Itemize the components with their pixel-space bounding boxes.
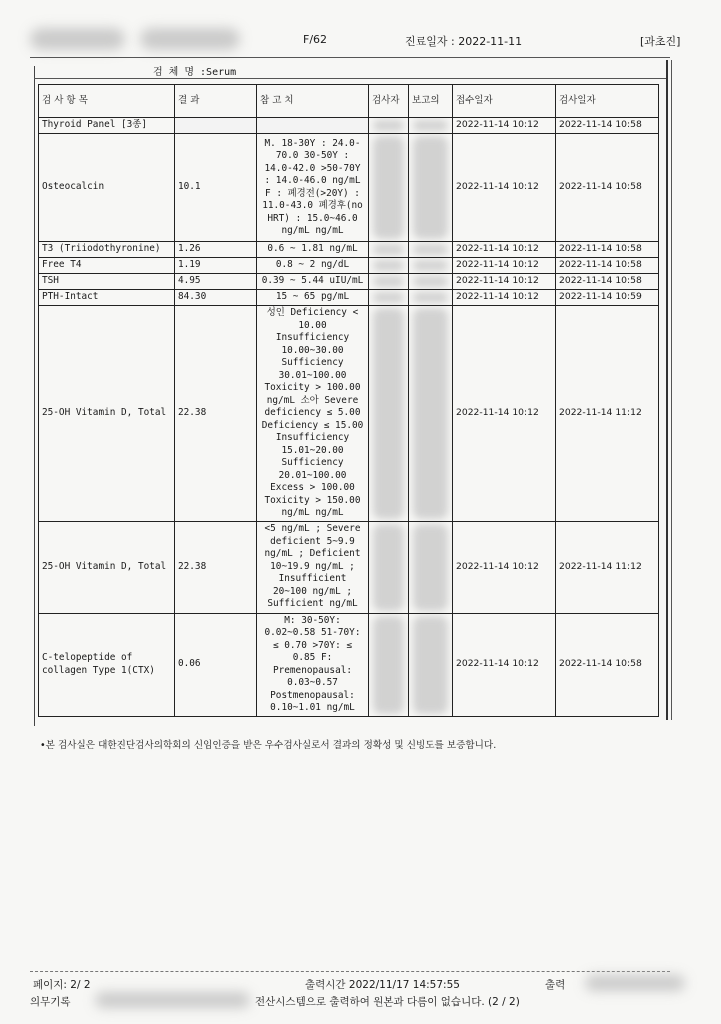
col-header-reference: 참 고 치 xyxy=(257,85,369,118)
tester-cell xyxy=(369,290,409,306)
footer-records-statement: 전산시스템으로 출력하여 원본과 다름이 없습니다. (2 / 2) xyxy=(255,996,520,1008)
frame-left-border xyxy=(34,66,35,726)
reporter-cell xyxy=(409,242,453,258)
footer-divider xyxy=(30,971,670,972)
received-date: 2022-11-14 10:12 xyxy=(453,290,556,306)
reporter-cell xyxy=(409,118,453,134)
test-item: Osteocalcin xyxy=(39,134,175,242)
reference-range: 0.39 ~ 5.44 uIU/mL xyxy=(257,274,369,290)
received-date: 2022-11-14 10:12 xyxy=(453,242,556,258)
reference-range: 0.8 ~ 2 ng/dL xyxy=(257,258,369,274)
tested-date: 2022-11-14 11:12 xyxy=(556,306,659,522)
tested-date: 2022-11-14 10:58 xyxy=(556,242,659,258)
tested-date: 2022-11-14 10:58 xyxy=(556,274,659,290)
test-item: PTH-Intact xyxy=(39,290,175,306)
reference-range: 15 ~ 65 pg/mL xyxy=(257,290,369,306)
reference-range: 0.6 ~ 1.81 ng/mL xyxy=(257,242,369,258)
test-item: C-telopeptide of collagen Type 1(CTX) xyxy=(39,613,175,716)
col-header-reporter: 보고의 xyxy=(409,85,453,118)
reporter-cell xyxy=(409,521,453,613)
lab-results-table xyxy=(38,84,659,717)
tested-date: 2022-11-14 10:58 xyxy=(556,258,659,274)
table-row xyxy=(39,258,659,274)
test-item: T3 (Triiodothyronine) xyxy=(39,242,175,258)
tested-date: 2022-11-14 10:58 xyxy=(556,613,659,716)
tester-cell xyxy=(369,613,409,716)
tester-cell xyxy=(369,521,409,613)
tested-date: 2022-11-14 10:59 xyxy=(556,290,659,306)
result-value: 4.95 xyxy=(175,274,257,290)
table-row xyxy=(39,613,659,716)
table-row xyxy=(39,118,659,134)
tested-date: 2022-11-14 10:58 xyxy=(556,134,659,242)
result-value: 22.38 xyxy=(175,521,257,613)
test-item: Free T4 xyxy=(39,258,175,274)
result-value xyxy=(175,118,257,134)
frame-right-border xyxy=(666,60,668,720)
result-value: 0.06 xyxy=(175,613,257,716)
table-row xyxy=(39,521,659,613)
tester-cell xyxy=(369,242,409,258)
col-header-tested: 검사일자 xyxy=(556,85,659,118)
reference-range: <5 ng/mL ; Severe deficient 5~9.9 ng/mL ; Deficient 10~19.9 ng/mL ; Insufficient 20~100 ng/mL ; Sufficient ng/mL xyxy=(257,521,369,613)
reporter-cell xyxy=(409,290,453,306)
tested-date: 2022-11-14 10:58 xyxy=(556,118,659,134)
received-date: 2022-11-14 10:12 xyxy=(453,118,556,134)
tester-cell xyxy=(369,118,409,134)
certification-note: •본 검사실은 대한진단검사의학회의 신임인증을 받은 우수검사실로서 결과의 정확성 및 신빙도를 보증합니다. xyxy=(40,740,497,751)
specimen-label: 검 체 명 :Serum xyxy=(153,67,237,78)
test-item: Thyroid Panel [3종] xyxy=(39,118,175,134)
table-row xyxy=(39,306,659,522)
table-row xyxy=(39,290,659,306)
received-date: 2022-11-14 10:12 xyxy=(453,274,556,290)
redacted-institution xyxy=(95,992,250,1008)
tester-cell xyxy=(369,134,409,242)
table-row xyxy=(39,274,659,290)
received-date: 2022-11-14 10:12 xyxy=(453,258,556,274)
received-date: 2022-11-14 10:12 xyxy=(453,306,556,522)
received-date: 2022-11-14 10:12 xyxy=(453,613,556,716)
header-divider xyxy=(30,57,670,58)
frame-right-border-inner xyxy=(671,60,672,720)
redacted-patient-name xyxy=(30,28,125,50)
received-date: 2022-11-14 10:12 xyxy=(453,521,556,613)
result-value: 84.30 xyxy=(175,290,257,306)
col-header-tester: 검사자 xyxy=(369,85,409,118)
reporter-cell xyxy=(409,613,453,716)
reporter-cell xyxy=(409,134,453,242)
redacted-patient-id xyxy=(140,28,240,50)
tester-cell xyxy=(369,306,409,522)
footer-page-number: 페이지: 2/ 2 xyxy=(33,979,91,991)
table-row xyxy=(39,242,659,258)
table-row xyxy=(39,134,659,242)
tester-cell xyxy=(369,274,409,290)
reporter-cell xyxy=(409,258,453,274)
visit-date: 진료일자 : 2022-11-11 xyxy=(405,35,523,48)
department-label: [과초진] xyxy=(640,35,681,48)
footer-records-prefix: 의무기록 xyxy=(30,996,71,1008)
table-header-row xyxy=(39,85,659,118)
redacted-printer xyxy=(585,975,685,991)
specimen-divider xyxy=(34,78,666,79)
reporter-cell xyxy=(409,306,453,522)
page-code: F/62 xyxy=(303,33,328,46)
tested-date: 2022-11-14 11:12 xyxy=(556,521,659,613)
reference-range: M. 18-30Y : 24.0-70.0 30-50Y : 14.0-42.0 >50-70Y : 14.0-46.0 ng/mL F : 폐경전(>20Y) : 11.0-43.0 폐경후(no HRT) : 15.0~46.0 ng/mL ng/mL xyxy=(257,134,369,242)
result-value: 22.38 xyxy=(175,306,257,522)
col-header-received: 접수일자 xyxy=(453,85,556,118)
tester-cell xyxy=(369,258,409,274)
result-value: 1.26 xyxy=(175,242,257,258)
received-date: 2022-11-14 10:12 xyxy=(453,134,556,242)
reference-range xyxy=(257,118,369,134)
result-value: 10.1 xyxy=(175,134,257,242)
reference-range: 성인 Deficiency < 10.00 Insufficiency 10.00~30.00 Sufficiency 30.01~100.00 Toxicity > 100.00 ng/mL 소아 Severe deficiency ≤ 5.00 Deficiency ≤ 15.00 Insufficiency 15.01~20.00 Sufficiency 20.01~100.00 Excess > 100.00 Toxicity > 150.00 ng/mL ng/mL xyxy=(257,306,369,522)
test-item: 25-OH Vitamin D, Total xyxy=(39,306,175,522)
test-item: TSH xyxy=(39,274,175,290)
footer-print-time: 출력시간 2022/11/17 14:57:55 xyxy=(305,979,460,991)
col-header-item: 검 사 항 목 xyxy=(39,85,175,118)
result-value: 1.19 xyxy=(175,258,257,274)
col-header-result: 결 과 xyxy=(175,85,257,118)
footer-print-label: 출력 xyxy=(545,979,566,991)
reporter-cell xyxy=(409,274,453,290)
test-item: 25-OH Vitamin D, Total xyxy=(39,521,175,613)
reference-range: M: 30-50Y: 0.02~0.58 51-70Y: ≤ 0.70 >70Y: ≤ 0.85 F: Premenopausal: 0.03~0.57 Postmenopausal: 0.10~1.01 ng/mL xyxy=(257,613,369,716)
